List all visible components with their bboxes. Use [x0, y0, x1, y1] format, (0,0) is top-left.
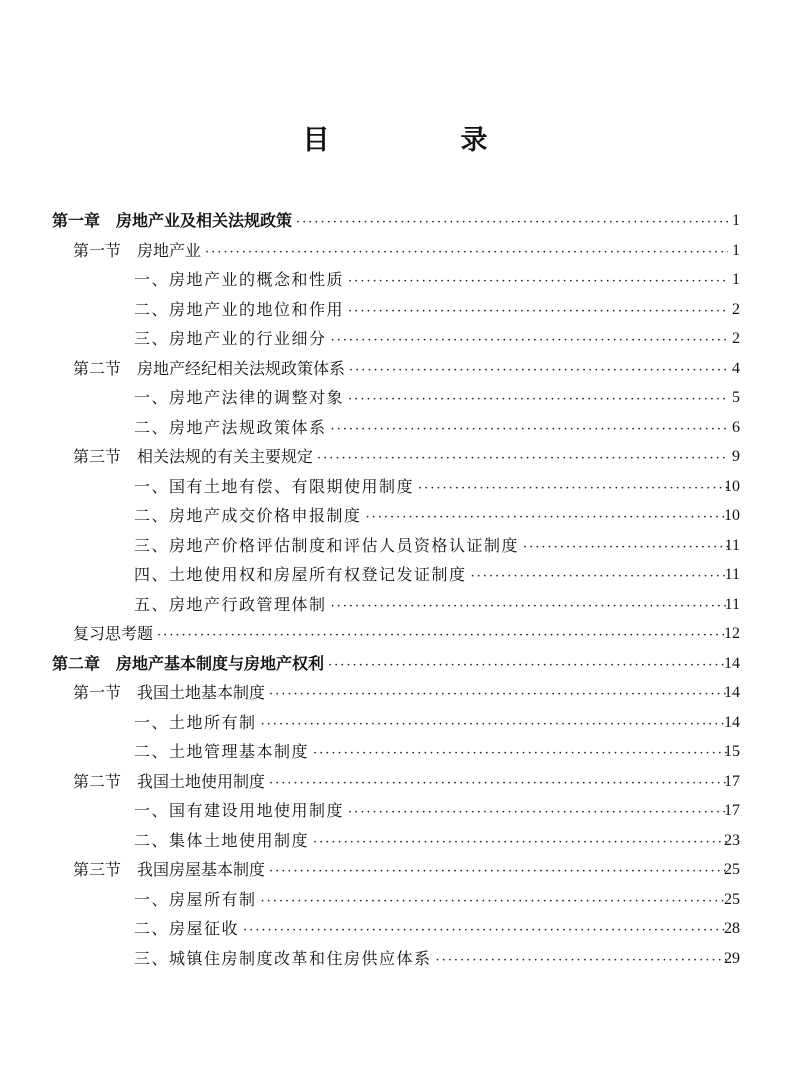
toc-entry-leader [134, 472, 732, 502]
toc-entry-leader [134, 295, 732, 325]
toc-entry-page-number: 12 [724, 625, 740, 642]
toc-entry-leader [73, 236, 732, 266]
toc-entry-page-number: 9 [732, 448, 740, 465]
toc-subsection-entry[interactable] [0, 737, 790, 767]
toc-subsection-entry[interactable] [0, 413, 790, 443]
toc-subsection-entry[interactable] [0, 944, 790, 974]
toc-section-entry[interactable] [0, 767, 790, 797]
toc-entry-page-number: 14 [724, 713, 740, 731]
toc-entry-page-number: 1 [732, 212, 740, 229]
toc-chapter-entry[interactable] [0, 206, 790, 236]
toc-entry-leader [73, 767, 732, 797]
toc-subsection-entry[interactable] [0, 796, 790, 826]
toc-entry-label: 二、房地产法规政策体系 [134, 417, 327, 437]
toc-entry-leader [52, 649, 732, 679]
toc-entry-label: 三、房地产价格评估制度和评估人员资格认证制度 [134, 535, 520, 555]
toc-entry-leader [134, 826, 732, 856]
toc-entry-page-number: 5 [732, 389, 740, 406]
toc-section-entry[interactable] [0, 354, 790, 384]
dot-leader [243, 916, 728, 946]
toc-entry-label: 第二章 房地产基本制度与房地产权利 [52, 653, 325, 673]
toc-subsection-entry[interactable] [0, 560, 790, 590]
toc-entry-leader [73, 354, 732, 384]
toc-subsection-entry[interactable] [0, 531, 790, 561]
toc-entry-leader [134, 708, 732, 738]
toc-entry-label: 四、土地使用权和房屋所有权登记发证制度 [134, 565, 467, 584]
toc-entry-label: 二、房地产成交价格申报制度 [134, 506, 362, 525]
toc-entry-leader [134, 737, 732, 767]
toc-entry-label: 第三节 相关法规的有关主要规定 [73, 447, 314, 466]
toc-entry-page-number: 10 [724, 477, 740, 495]
page-title: 目 录 [302, 125, 540, 157]
dot-leader [418, 474, 728, 504]
toc-section-entry[interactable] [0, 678, 790, 708]
toc-entry-leader [134, 885, 732, 915]
toc-section-entry[interactable] [0, 619, 790, 649]
toc-entry-label: 二、房屋征收 [134, 919, 240, 938]
toc-entry-leader [134, 590, 732, 620]
dot-leader [436, 946, 728, 976]
toc-entry-page-number: 14 [724, 654, 740, 672]
toc-subsection-entry[interactable] [0, 265, 790, 295]
toc-entry-leader [134, 383, 732, 413]
toc-entry-label: 二、土地管理基本制度 [134, 742, 310, 761]
toc-subsection-entry[interactable] [0, 914, 790, 944]
dot-leader [349, 356, 728, 386]
toc-entry-leader [134, 560, 732, 590]
toc-entry-page-number: 15 [724, 743, 740, 760]
toc-entry-leader [52, 206, 732, 236]
toc-entry-label: 一、房地产法律的调整对象 [134, 388, 345, 407]
toc-entry-label: 三、房地产业的行业细分 [134, 329, 327, 348]
toc-entry-page-number: 10 [724, 507, 740, 524]
toc-entry-leader [134, 944, 732, 974]
dot-leader [348, 798, 728, 828]
toc-entry-page-number: 28 [724, 920, 740, 937]
toc-entry-label: 一、房地产业的概念和性质 [134, 270, 345, 289]
toc-entry-page-number: 29 [724, 949, 740, 967]
toc-entry-page-number: 14 [724, 684, 740, 701]
toc-entry-page-number: 2 [732, 330, 740, 347]
toc-chapter-entry[interactable] [0, 649, 790, 679]
toc-entry-page-number: 2 [732, 300, 740, 318]
dot-leader [269, 680, 728, 710]
toc-subsection-entry[interactable] [0, 826, 790, 856]
dot-leader [269, 769, 728, 799]
toc-entry-label: 第三节 我国房屋基本制度 [73, 860, 266, 879]
dot-leader [313, 828, 728, 858]
toc-entry-page-number: 4 [732, 359, 740, 377]
toc-entry-label: 一、房屋所有制 [134, 889, 257, 909]
toc-entry-page-number: 11 [724, 566, 740, 583]
toc-entry-label: 第一节 房地产业 [73, 240, 202, 260]
toc-entry-page-number: 6 [732, 418, 740, 436]
toc-entry-label: 一、土地所有制 [134, 712, 257, 732]
toc-entry-leader [134, 413, 732, 443]
dot-leader [331, 415, 728, 445]
dot-leader [471, 562, 728, 592]
dot-leader [523, 533, 728, 563]
toc-entry-page-number: 11 [724, 595, 740, 613]
table-of-contents [0, 206, 790, 973]
toc-entry-label: 第二节 我国土地使用制度 [73, 771, 266, 791]
toc-entry-leader [73, 442, 732, 472]
toc-entry-leader [134, 324, 732, 354]
dot-leader [366, 503, 728, 533]
toc-entry-leader [73, 619, 732, 649]
dot-leader [261, 710, 728, 740]
toc-entry-label: 第一节 我国土地基本制度 [73, 683, 266, 702]
dot-leader [296, 208, 728, 238]
toc-entry-leader [134, 531, 732, 561]
dot-leader [331, 326, 728, 356]
toc-subsection-entry[interactable] [0, 501, 790, 531]
dot-leader [313, 739, 728, 769]
toc-entry-label: 一、国有土地有偿、有限期使用制度 [134, 476, 415, 496]
dot-leader [157, 621, 728, 651]
toc-entry-label: 二、房地产业的地位和作用 [134, 299, 345, 319]
toc-entry-leader [134, 796, 732, 826]
dot-leader [205, 238, 728, 268]
dot-leader [348, 297, 728, 327]
toc-entry-page-number: 23 [724, 831, 740, 849]
toc-entry-leader [134, 501, 732, 531]
toc-entry-page-number: 25 [724, 890, 740, 908]
toc-entry-label: 一、国有建设用地使用制度 [134, 801, 345, 820]
toc-entry-leader [134, 265, 732, 295]
toc-entry-label: 第一章 房地产业及相关法规政策 [52, 211, 293, 230]
dot-leader [331, 592, 728, 622]
toc-section-entry[interactable] [0, 442, 790, 472]
toc-entry-label: 五、房地产行政管理体制 [134, 594, 327, 614]
toc-entry-label: 第二节 房地产经纪相关法规政策体系 [73, 358, 346, 378]
toc-subsection-entry[interactable] [0, 708, 790, 738]
toc-entry-label: 三、城镇住房制度改革和住房供应体系 [134, 948, 432, 968]
dot-leader [348, 385, 728, 415]
dot-leader [348, 267, 728, 297]
toc-section-entry[interactable] [0, 236, 790, 266]
toc-subsection-entry[interactable] [0, 295, 790, 325]
dot-leader [261, 887, 728, 917]
toc-entry-page-number: 1 [732, 271, 740, 288]
toc-section-entry[interactable] [0, 855, 790, 885]
toc-entry-label: 复习思考题 [73, 624, 154, 643]
toc-subsection-entry[interactable] [0, 885, 790, 915]
toc-subsection-entry[interactable] [0, 590, 790, 620]
toc-entry-page-number: 1 [732, 241, 740, 259]
toc-subsection-entry[interactable] [0, 324, 790, 354]
toc-entry-leader [134, 914, 732, 944]
toc-entry-page-number: 17 [724, 772, 740, 790]
toc-entry-page-number: 25 [724, 861, 740, 878]
toc-entry-leader [73, 855, 732, 885]
toc-subsection-entry[interactable] [0, 472, 790, 502]
dot-leader [269, 857, 728, 887]
dot-leader [328, 651, 728, 681]
toc-entry-page-number: 11 [724, 536, 740, 554]
toc-subsection-entry[interactable] [0, 383, 790, 413]
toc-entry-leader [73, 678, 732, 708]
toc-entry-label: 二、集体土地使用制度 [134, 830, 310, 850]
dot-leader [317, 444, 728, 474]
toc-entry-page-number: 17 [724, 802, 740, 819]
